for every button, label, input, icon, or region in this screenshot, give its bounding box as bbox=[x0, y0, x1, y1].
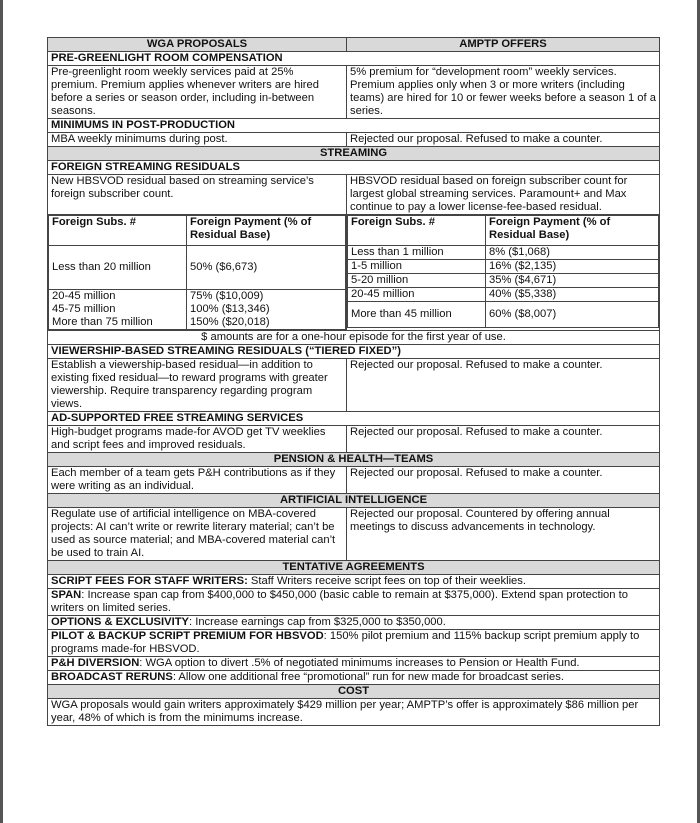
wga-header: WGA PROPOSALS bbox=[48, 38, 347, 52]
page-edge-left bbox=[0, 0, 3, 823]
row-ai bbox=[48, 508, 660, 561]
tentative-item-1-label: SPAN bbox=[51, 589, 82, 601]
tentative-item-5-text: : Allow one additional free “promotional” run for new made for broadcast series. bbox=[172, 671, 564, 683]
row-pregreenlight bbox=[48, 66, 660, 119]
amptp-avod: Rejected our proposal. Refused to make a counter. bbox=[347, 426, 660, 453]
wga-pay-3: 150% ($20,018) bbox=[187, 316, 346, 330]
amptp-ai: Rejected our proposal. Countered by offering annual meetings to discuss advancements in technology. bbox=[347, 508, 660, 561]
section-title-viewership: VIEWERSHIP-BASED STREAMING RESIDUALS (“TIERED FIXED”) bbox=[48, 345, 660, 359]
wga-subs-3: More than 75 million bbox=[49, 316, 187, 330]
tentative-item-0-label: SCRIPT FEES FOR STAFF WRITERS: bbox=[51, 575, 248, 587]
section-header-ai: ARTIFICIAL INTELLIGENCE bbox=[48, 494, 660, 508]
tentative-item-1-text: : Increase span cap from $400,000 to $450,000 (basic cable to remain at $375,000). Extend span protection to writers on limited series. bbox=[51, 589, 628, 614]
tentative-item-2 bbox=[48, 616, 660, 630]
amptp-pension: Rejected our proposal. Refused to make a counter. bbox=[347, 467, 660, 494]
tentative-item-1 bbox=[48, 589, 660, 616]
section-header-tentative: TENTATIVE AGREEMENTS bbox=[48, 561, 660, 575]
row-foreign-tables bbox=[48, 215, 660, 331]
amptp-postproduction: Rejected our proposal. Refused to make a counter. bbox=[347, 133, 660, 147]
cost-text: WGA proposals would gain writers approximately $429 million per year; AMPTP’s offer is approximately $86 million per year, 48% of which is from the minimums increase. bbox=[48, 699, 660, 726]
row-foreign bbox=[48, 175, 660, 215]
row-avod bbox=[48, 426, 660, 453]
section-header-pension: PENSION & HEALTH—TEAMS bbox=[48, 453, 660, 467]
wga-col-subs: Foreign Subs. # bbox=[49, 216, 187, 246]
wga-subs-2: 45-75 million bbox=[49, 303, 187, 316]
wga-pay-0: 50% ($6,673) bbox=[187, 246, 346, 290]
wga-foreign-table bbox=[48, 215, 346, 330]
tentative-item-3-text: : 150% pilot premium and 115% backup script premium apply to programs made-for HBSVOD. bbox=[51, 630, 640, 655]
tentative-item-2-label: OPTIONS & EXCLUSIVITY bbox=[51, 616, 189, 628]
tentative-item-0 bbox=[48, 575, 660, 589]
amptp-pay-1: 16% ($2,135) bbox=[486, 260, 659, 274]
wga-foreign: New HBSVOD residual based on streaming service’s foreign subscriber count. bbox=[48, 175, 347, 215]
wga-col-payment: Foreign Payment (% of Residual Base) bbox=[187, 216, 346, 246]
wga-pay-1: 75% ($10,009) bbox=[187, 290, 346, 304]
amptp-pay-4: 60% ($8,007) bbox=[486, 302, 659, 328]
amptp-pregreenlight: 5% premium for “development room” weekly services. Premium applies only when 3 or more writers (including teams) are hired for 10 or fewer weeks before a season 1 of a series. bbox=[347, 66, 660, 119]
table-header-row bbox=[48, 38, 660, 52]
tentative-item-5 bbox=[48, 671, 660, 685]
wga-postproduction: MBA weekly minimums during post. bbox=[48, 133, 347, 147]
tentative-item-4 bbox=[48, 657, 660, 671]
tentative-item-3-label: PILOT & BACKUP SCRIPT PREMIUM FOR HBSVOD bbox=[51, 630, 324, 642]
amptp-subs-3: 20-45 million bbox=[348, 288, 486, 302]
wga-avod: High-budget programs made-for AVOD get TV weeklies and script fees and improved residuals. bbox=[48, 426, 347, 453]
section-title-postproduction: MINIMUMS IN POST-PRODUCTION bbox=[48, 119, 660, 133]
amptp-foreign: HBSVOD residual based on foreign subscriber count for largest global streaming services. Paramount+ and Max continue to pay a lower license-fee-based residual. bbox=[347, 175, 660, 215]
tentative-item-0-text: Staff Writers receive script fees on top of their weeklies. bbox=[247, 575, 526, 587]
section-header-streaming: STREAMING bbox=[48, 147, 660, 161]
wga-foreign-table-cell bbox=[48, 215, 347, 331]
tentative-item-5-label: BROADCAST RERUNS bbox=[51, 671, 173, 683]
amptp-foreign-table bbox=[347, 215, 659, 328]
amptp-col-subs: Foreign Subs. # bbox=[348, 216, 486, 246]
amptp-viewership: Rejected our proposal. Refused to make a counter. bbox=[347, 359, 660, 412]
wga-subs-1: 20-45 million bbox=[49, 290, 187, 304]
amptp-subs-4: More than 45 million bbox=[348, 302, 486, 328]
tentative-item-4-label: P&H DIVERSION bbox=[51, 657, 140, 669]
row-viewership bbox=[48, 359, 660, 412]
tentative-item-4-text: : WGA option to divert .5% of negotiated minimums increases to Pension or Health Fund. bbox=[139, 657, 580, 669]
wga-subs-0: Less than 20 million bbox=[49, 246, 187, 290]
wga-viewership: Establish a viewership-based residual—in addition to existing fixed residual—to reward programs with greater viewership. Require transparency regarding program views. bbox=[48, 359, 347, 412]
amptp-pay-0: 8% ($1,068) bbox=[486, 246, 659, 260]
amptp-header: AMPTP OFFERS bbox=[347, 38, 660, 52]
tentative-item-2-text: : Increase earnings cap from $325,000 to $350,000. bbox=[189, 616, 446, 628]
amptp-pay-3: 40% ($5,338) bbox=[486, 288, 659, 302]
row-postproduction bbox=[48, 133, 660, 147]
amptp-subs-0: Less than 1 million bbox=[348, 246, 486, 260]
row-pension bbox=[48, 467, 660, 494]
wga-pregreenlight: Pre-greenlight room weekly services paid at 25% premium. Premium applies whenever writers are hired before a series or season order, including in-between seasons. bbox=[48, 66, 347, 119]
section-title-avod: AD-SUPPORTED FREE STREAMING SERVICES bbox=[48, 412, 660, 426]
foreign-footnote: $ amounts are for a one-hour episode for the first year of use. bbox=[48, 331, 660, 345]
wga-pension: Each member of a team gets P&H contributions as if they were writing as an individual. bbox=[48, 467, 347, 494]
tentative-item-3 bbox=[48, 630, 660, 657]
amptp-subs-1: 1-5 million bbox=[348, 260, 486, 274]
section-title-foreign: FOREIGN STREAMING RESIDUALS bbox=[48, 161, 660, 175]
section-title-pregreenlight: PRE-GREENLIGHT ROOM COMPENSATION bbox=[48, 52, 660, 66]
comparison-table bbox=[47, 37, 660, 726]
wga-pay-2: 100% ($13,346) bbox=[187, 303, 346, 316]
amptp-subs-2: 5-20 million bbox=[348, 274, 486, 288]
amptp-foreign-table-cell bbox=[347, 215, 660, 331]
section-header-cost: COST bbox=[48, 685, 660, 699]
amptp-col-payment: Foreign Payment (% of Residual Base) bbox=[486, 216, 659, 246]
amptp-pay-2: 35% ($4,671) bbox=[486, 274, 659, 288]
wga-ai: Regulate use of artificial intelligence on MBA-covered projects: AI can’t write or rewrite literary material; can’t be used as source material; and MBA-covered material can’t be used to train AI. bbox=[48, 508, 347, 561]
